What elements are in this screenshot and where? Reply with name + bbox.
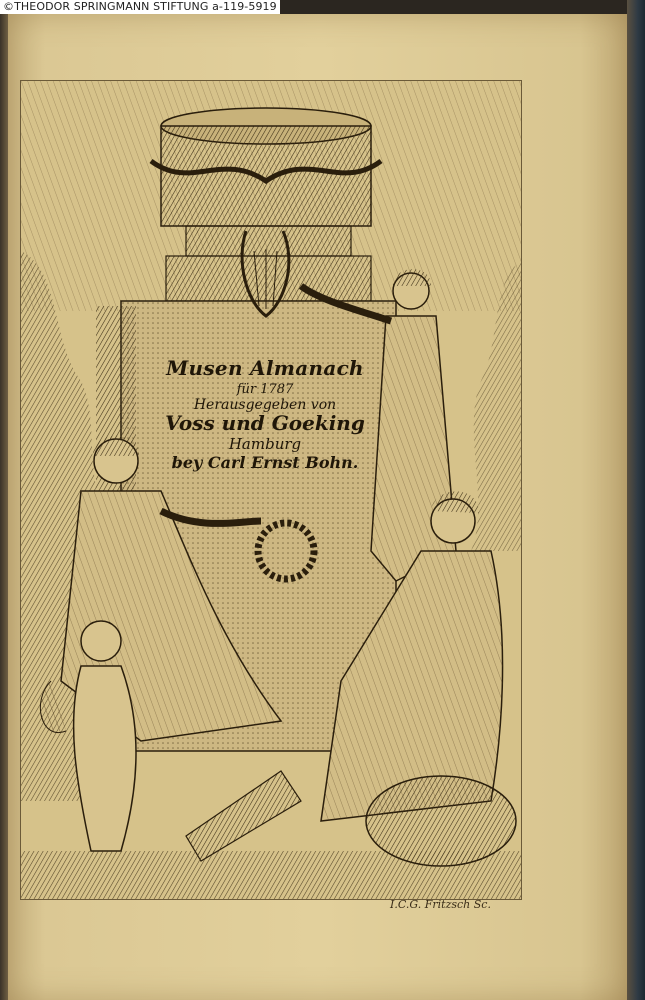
title-line-5: Hamburg [228, 435, 302, 453]
copyright-watermark: ©THEODOR SPRINGMANN STIFTUNG a-119-5919 [0, 0, 280, 14]
title-line-2: für 1787 [236, 382, 294, 397]
title-inscription [141, 356, 389, 472]
engraver-signature: I.C.G. Fritzsch Sc. [390, 898, 491, 911]
engraving-illustration [21, 81, 521, 899]
book-spine-edge [627, 0, 645, 1000]
title-line-3: Herausgegeben von [193, 397, 337, 413]
title-line-4: Voss und Goeking [165, 411, 365, 435]
ground [21, 851, 521, 899]
title-line-1: Musen Almanach [166, 356, 364, 380]
title-line-6: bey Carl Ernst Bohn. [171, 453, 359, 472]
engraving-plate [20, 80, 522, 900]
